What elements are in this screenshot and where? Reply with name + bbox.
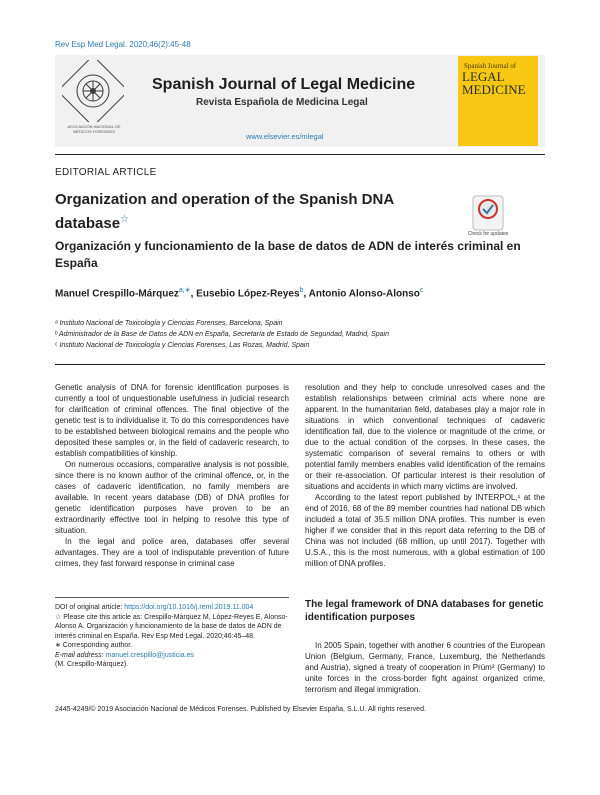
footnote-divider: [55, 597, 289, 598]
body-right-column: [305, 382, 545, 569]
body-divider: [55, 364, 545, 365]
paragraph: On numerous occasions, comparative analysis is not possible, since there is no known author of the criminal offence, or, in the cases of cadaveric identification, no family members are available. In recent years database (DB) of DNA profiles for genetic identification purposes have proven to be an extraordinarily effective tool in helping to resolve this type of situation.: [55, 460, 289, 535]
author-list: Manuel Crespillo-Márquez$^{a,∗}$, Eusebio López-Reyes$^b$, Antonio Alonso-Alonso$^c$: [55, 287, 424, 300]
doi-note: DOI of original article: https://doi.org/10.1016/j.reml.2019.11.004: [55, 604, 254, 611]
article-title: Organization and operation of the Spanish DNA database☆: [55, 191, 394, 232]
author-name: Manuel Crespillo-Márquez: [55, 288, 179, 300]
article-type: EDITORIAL ARTICLE: [55, 167, 157, 178]
header-divider: [55, 154, 545, 155]
affiliation-item: ᵃ Instituto Nacional de Toxicología y Ciencias Forenses, Barcelona, Spain: [55, 320, 283, 327]
check-for-updates-label[interactable]: Check for updates: [467, 231, 509, 237]
affiliation-item: ᵇ Administrador de la Base de Datos de ADN en España, Secretaría de Estado de Seguridad, Madrid, Spain: [55, 331, 389, 338]
journal-cover-thumbnail: [458, 56, 538, 146]
affiliation-item: ᶜ Instituto Nacional de Toxicología y Ciencias Forenses, Las Rozas, Madrid, Spain: [55, 342, 310, 349]
email-note: E-mail address: manuel.crespillo@justicia.es: [55, 651, 194, 659]
copyright-line: 2445-4249/© 2019 Asociación Nacional de Médicos Forenses. Published by Elsevier España, S.L.U. All rights reserved.: [55, 706, 426, 713]
paragraph: resolution and they help to conclude unresolved cases and the establish relationships between criminal acts where none are apparent. In the humanitarian field, databases play a major role in situations in which conventional techniques of cadaveric identification fail, due to the violence or magnitude of the crime, or due to the actual condition of the corpses. In these cases, the systematic comparison of several remains to others or with potential family members enables valid identification of the remains or their re-association. Of particular interest is their resolution of situations and accidents in which many victims are involved.: [305, 383, 545, 491]
email-owner: (M. Crespillo-Márquez).: [55, 661, 129, 668]
affiliations: [55, 318, 389, 351]
cover-title: LEGAL MEDICINE: [462, 69, 526, 97]
paragraph: In the legal and police area, databases offer several advantages. They are a tool of indisputable prevention of future crimes, they fast forward response in criminal case: [55, 537, 289, 568]
cover-top-text: Spanish Journal of: [464, 62, 517, 70]
society-name: ASOCIACIÓN NACIONAL DE MÉDICOS FORENSES: [67, 124, 121, 134]
paragraph: According to the latest report published by INTERPOL,¹ at the end of 2016, 68 of the 89 member countries had national DB which included a total of 35.5 million DNA profiles. This number is even higher if we consider that in this report data referring to the DB of China was not included (68 million, up until 2017). Together with U.S.A., this is the most numerous, with a global estimation of 100 million of DNA profiles.: [305, 493, 545, 568]
journal-title: Spanish Journal of Legal Medicine: [152, 76, 416, 93]
doi-link[interactable]: https://doi.org/10.1016/j.reml.2019.11.004: [124, 604, 254, 611]
cite-note: ☆ Please cite this article as: Crespillo-Márquez M, López-Reyes E, Alonso-Alonso A. Organización y funcionamiento de la base de datos de ADN de interés criminal en España. Rev Esp Med Legal. 2020;46:45–48.: [55, 613, 288, 640]
corresponding-note: ∗ Corresponding author.: [55, 642, 133, 649]
author-name: Eusebio López-Reyes: [196, 288, 300, 300]
section-heading: The legal framework of DNA databases for genetic identification purposes: [305, 599, 544, 623]
author-name: Antonio Alonso-Alonso: [308, 288, 420, 300]
journal-subtitle: Revista Española de Medicina Legal: [196, 97, 368, 108]
email-link[interactable]: manuel.crespillo@justicia.es: [105, 651, 194, 659]
body-right-column-continued: [305, 632, 545, 703]
article-subtitle: Organización y funcionamiento de la base de datos de ADN de interés criminal en España: [55, 239, 521, 270]
body-left-column: [55, 382, 289, 569]
author-affil-ref[interactable]: a,∗: [178, 287, 191, 294]
check-for-updates-icon[interactable]: [472, 195, 504, 231]
paragraph: Genetic analysis of DNA for forensic identification purposes is currently a tool of unquestionable usefulness in judicial research for clarification of criminal offences. The final objective of the genetic test is to individualise it. To do this correspondences have to be established between biological remains and the people who deposited these samples or, in the field of cadaveric research, to establish compatibilities of kinship.: [55, 383, 289, 458]
journal-url-link[interactable]: www.elsevier.es/mlegal: [246, 132, 324, 141]
author-affil-ref[interactable]: b: [299, 287, 304, 294]
title-footnote-marker[interactable]: ☆: [120, 214, 130, 225]
society-seal-icon: [62, 60, 124, 122]
footnotes: [55, 603, 289, 670]
paragraph: In 2005 Spain, together with another 6 countries of the European Union (Belgium, Germany, France, Luxemburg, the Netherlands and Austria), signed a treaty of cooperation in Prüm² (Germany) to unite forces in the cross-border fight against organized crime, terrorism and illegal immigration.: [305, 641, 545, 694]
author-affil-ref[interactable]: c: [419, 287, 424, 294]
journal-citation[interactable]: Rev Esp Med Legal. 2020;46(2):45-48: [55, 40, 191, 49]
